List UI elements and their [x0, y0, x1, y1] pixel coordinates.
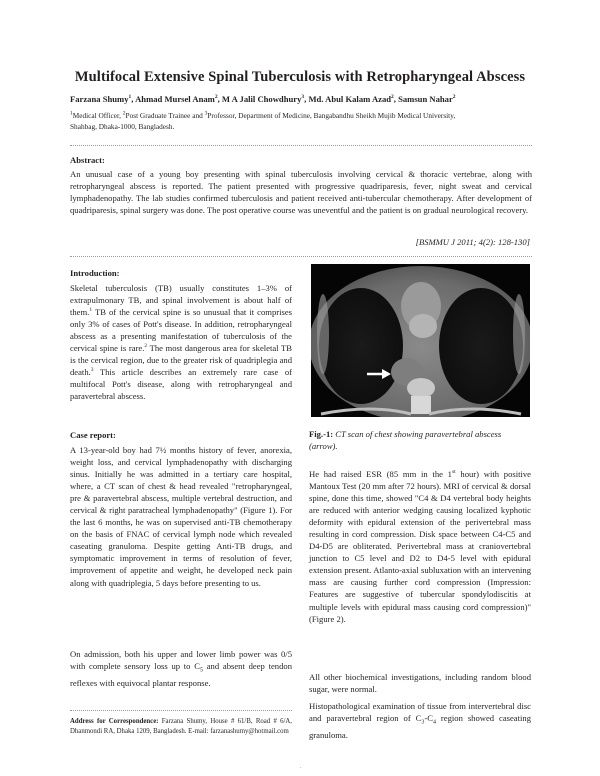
- header-divider: [70, 145, 532, 146]
- author-name: Md. Abul Kalam Azad: [308, 94, 392, 104]
- affiliation-text: Post Graduate Trainee and: [125, 111, 205, 120]
- correspondence-address: [70, 717, 292, 736]
- affiliation-address: Shahbag, Dhaka-1000, Bangladesh.: [70, 121, 175, 131]
- footnote-divider: [70, 710, 292, 711]
- author-list: Farzana Shumy$^1$, Ahmad Mursel Anam$^2$, M A Jalil Chowdhury$^3$, Md. Abul Kalam Azad$^2$, Samsun Nahar$^2$: [70, 94, 456, 104]
- figure-caption-text: CT scan of chest showing paravertebral abscess (arrow).: [309, 429, 502, 451]
- correspondence-text: Farzana Shumy, House # 61/B, Road # 6/A, Dhanmondi RA, Dhaka 1209, Bangladesh. E-mail: farzanashumy@hotmail.com: [70, 718, 293, 735]
- figure-caption: [309, 428, 531, 452]
- affiliation-text: Professor, Department of Medicine, Bangabandhu Sheikh Mujib Medical University,: [207, 111, 456, 120]
- author-superscript: 1: [128, 94, 132, 101]
- correspondence-label: Address for Correspondence:: [70, 718, 159, 725]
- author-name: M A Jalil Chowdhury: [221, 94, 302, 104]
- introduction-text: Skeletal tuberculosis (TB) usually constitutes 1–3% of extrapulmonary TB, and spinal involvement is about half of them.$^1$ TB of the cervical spine is so unusual that it comprises only 3% of cases of Pott's disease. In addition, retropharyngeal abscess as a presenting manifestation of tuberculosis of the cervical spine is rare.$^2$ The most dangerous area for skeletal TB is the cervical region, due to the greater risk of quadriplegia and death.$^3$ This article describes an extremely rare case of multifocal Pott's disease, along with retropharyngeal and paravertebral abscess.: [70, 283, 292, 402]
- ct-scan-image: [311, 264, 530, 417]
- journal-citation: [BSMMU J 2011; 4(2): 128-130]: [415, 237, 530, 247]
- author-superscript: 2: [391, 94, 394, 101]
- page-marker: .: [300, 764, 302, 770]
- author-name: Farzana Shumy: [70, 94, 129, 104]
- paper-title: Multifocal Extensive Spinal Tuberculosis with Retropharyngeal Abscess: [74, 69, 526, 85]
- figure-label: Fig.-1:: [309, 429, 334, 439]
- author-name: Ahmad Mursel Anam: [135, 94, 215, 104]
- introduction-heading: Introduction:: [70, 268, 120, 278]
- case-report-heading: Case report:: [70, 430, 116, 440]
- abstract-heading: Abstract:: [70, 155, 105, 165]
- results-paragraph: Histopathological examination of tissue from intervertebral disc and paravertebral region of $C_3-C_4$ region showed caseating granuloma.: [309, 701, 531, 740]
- results-paragraph: All other biochemical investigations, including random blood sugar, were normal.: [309, 672, 531, 695]
- affiliation-marker: 1: [70, 110, 73, 117]
- author-superscript: 3: [301, 94, 305, 101]
- case-report-paragraph: A 13-year-old boy had 7½ months history of fever, anorexia, weight loss, and cervical lymphadenopathy with discharging sinus. Initially he was admitted in a tertiary care hospital, where, a CT scan of chest & head revealed "retropharyngeal, pre & paravertebral abscess, multiple vertebral destruction, and cervical & right paratracheal lymphadenopathy" (Figure 1). For the last 6 months, he was on supervised anti-TB chemotherapy on the basis of FNAC of cervical lymph node which revealed caseating granuloma. Despite getting Anti-TB drugs, and symptomatic improvement in terms of resolution of fever, improvement of appetite and weight, he developed neck pain along with quadriplegia, 5 days before presenting to us.: [70, 445, 292, 588]
- author-superscript: 2: [214, 94, 218, 101]
- author-superscript: 2: [452, 94, 456, 101]
- affiliation-marker: 2: [122, 110, 126, 117]
- case-report-paragraph: On admission, both his upper and lower limb power was 0/5 with complete sensory loss up to $C_5$ and absent deep tendon reflexes with equivocal plantar response.: [70, 649, 292, 688]
- affiliation-text: Medical Officer,: [72, 111, 123, 120]
- abstract-divider: [70, 256, 532, 257]
- results-paragraph: He had raised ESR (85 mm in the 1st hour) with positive Mantoux Test (20 mm after 72 hours). MRI of cervical & dorsal spine, done this time, showed "C4 & D4 vertebral body heights are reduced with anterior wedging causing localized kyphotic deformity with epidural extension of the perivertebral mass resulting in cord compression. Disk space between C4-C5 and D4-D5 are obliterated. Perivertebral mass at craniovertebral junction to C5 level and D2 to D4-5 level with epidural extension present. Atlanto-axial subluxation with an intervening mass are causing further cord compression (Impression: Features are suggestive of tubercular spondylodiscitis at multiple levels with epidural mass causing cord compression)" (Figure 2).: [309, 469, 531, 624]
- abstract-text: An unusual case of a young boy presenting with spinal tuberculosis involving cervical & thoracic vertebrae, along with retropharyngeal abscess is reported. The patient presented with progressive quadriparesis, fever, night sweat and cervical lymphadenopathy. The lab studies confirmed tuberculosis and patient received anti-tubercular chemotherapy. After development of quadriparesis, spinal surgery was done. The post operative course was uneventful and the patient is on gradual neurological recovery.: [70, 169, 532, 216]
- author-name: Samsun Nahar: [398, 94, 453, 104]
- affiliation-marker: 3: [204, 110, 208, 117]
- affiliation: [70, 111, 533, 132]
